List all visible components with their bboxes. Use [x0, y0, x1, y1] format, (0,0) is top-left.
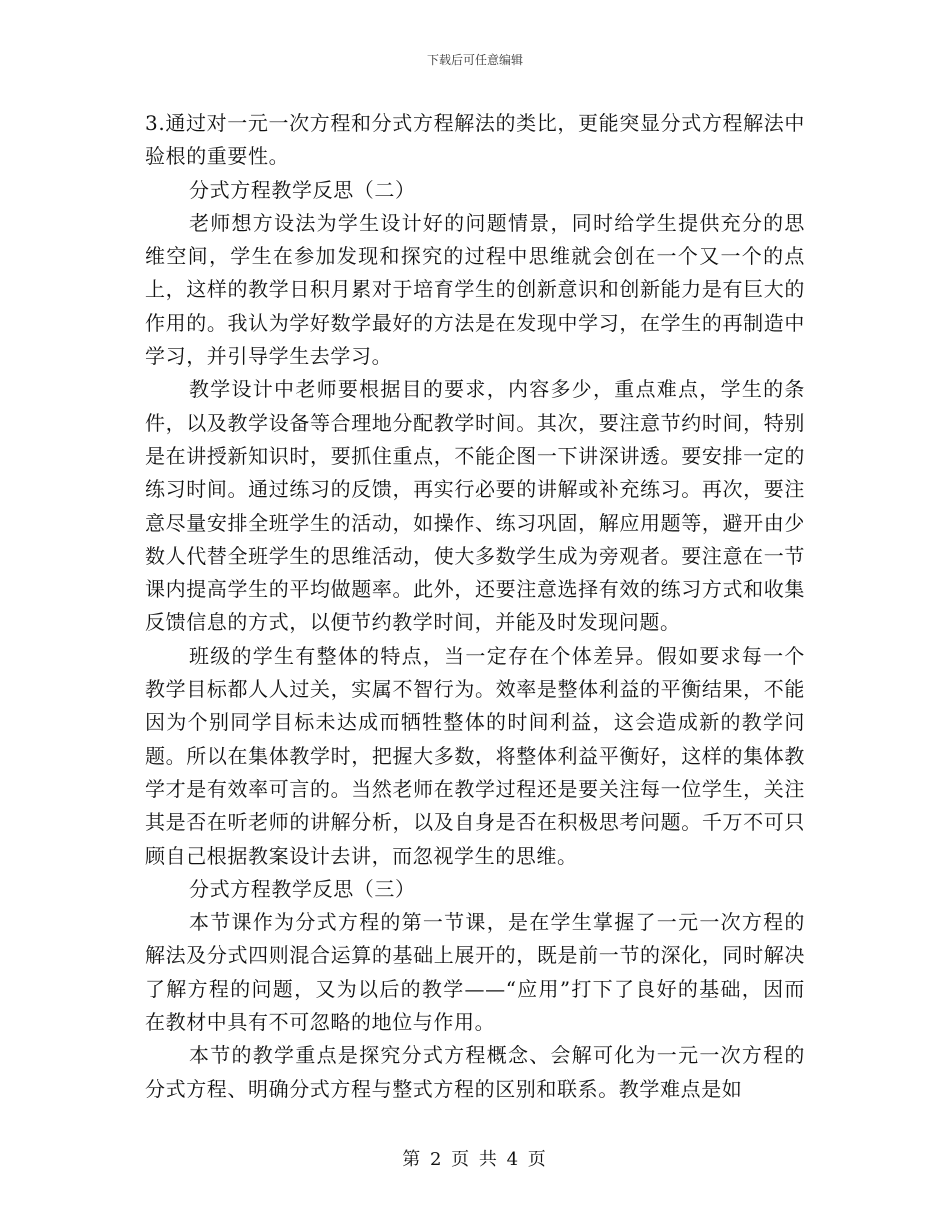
section-heading-3: 分式方程教学反思（三） [189, 876, 416, 901]
document-body [145, 107, 805, 1106]
paragraph: 老师想方设法为学生设计好的问题情景，同时给学生提供充分的思维空间，学生在参加发现和探究的过程中思维就会创在一个又一个的点上，这样的教学日积月累对于培育学生的创新意识和创新能力是有巨大的作用的。我认为学好数学最好的方法是在发现中学习，在学生的再制造中学习，并引导学生去学习。 [145, 210, 805, 369]
page-number: 第 2 页 共 4 页 [402, 1149, 548, 1170]
paragraph: 班级的学生有整体的特点，当一定存在个体差异。假如要求每一个教学目标都人人过关，实属不智行为。效率是整体利益的平衡结果，不能因为个别同学目标未达成而牺牲整体的时间利益，这会造成新的教学问题。所以在集体教学时，把握大多数，将整体利益平衡好，这样的集体教学才是有效率可言的。当然老师在教学过程还是要关注每一位学生，关注其是否在听老师的讲解分析，以及自身是否在积极思考问题。千万不可只顾自己根据教案设计去讲，而忽视学生的思维。 [145, 643, 805, 868]
paragraph-point-3: 3.通过对一元一次方程和分式方程解法的类比，更能突显分式方程解法中验根的重要性。 [145, 111, 805, 169]
page-header: 下载后可任意编辑 [426, 53, 523, 67]
paragraph: 教学设计中老师要根据目的要求，内容多少，重点难点，学生的条件，以及教学设备等合理地分配教学时间。其次，要注意节约时间，特别是在讲授新知识时，要抓住重点，不能企图一下讲深讲透。要安排一定的练习时间。通过练习的反馈，再实行必要的讲解或补充练习。再次，要注意尽量安排全班学生的活动，如操作、练习巩固，解应用题等，避开由少数人代替全班学生的思维活动，使大多数学生成为旁观者。要注意在一节课内提高学生的平均做题率。此外，还要注意选择有效的练习方式和收集反馈信息的方式，以便节约教学时间，并能及时发现问题。 [145, 377, 805, 635]
paragraph: 本节课作为分式方程的第一节课，是在学生掌握了一元一次方程的解法及分式四则混合运算的基础上展开的，既是前一节的深化，同时解决了解方程的问题，又为以后的教学——“应用”打下了良好的基础，因而在教材中具有不可忽略的地位与作用。 [145, 910, 805, 1035]
section-heading-2: 分式方程教学反思（二） [189, 177, 416, 202]
paragraph: 本节的教学重点是探究分式方程概念、会解可化为一元一次方程的分式方程、明确分式方程与整式方程的区别和联系。教学难点是如 [145, 1043, 805, 1101]
